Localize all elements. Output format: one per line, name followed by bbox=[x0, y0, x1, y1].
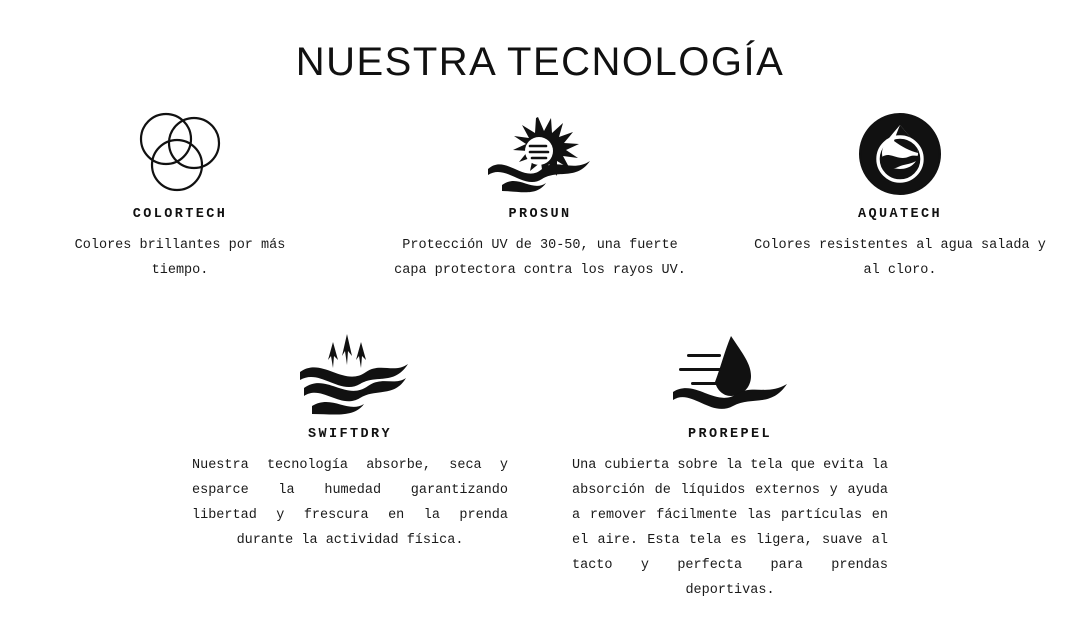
technology-name: SWIFTDRY bbox=[307, 427, 392, 442]
technology-row-bottom bbox=[0, 325, 1080, 604]
sun-over-waves-icon bbox=[480, 105, 600, 203]
technology-card-colortech bbox=[0, 105, 360, 284]
water-drop-in-circle-icon bbox=[854, 105, 946, 203]
technology-name: PROSUN bbox=[508, 207, 572, 222]
three-overlapping-circles-icon bbox=[130, 105, 230, 203]
waves-with-arrows-icon bbox=[290, 325, 410, 423]
technology-description: Colores resistentes al agua salada y al cloro. bbox=[754, 238, 1046, 278]
technology-card-aquatech bbox=[720, 105, 1080, 284]
technology-card-prosun bbox=[360, 105, 720, 284]
technology-card-prorepel bbox=[550, 325, 910, 604]
technology-name: AQUATECH bbox=[857, 207, 942, 222]
technology-name: PROREPEL bbox=[687, 427, 772, 442]
technology-row-top bbox=[0, 105, 1080, 284]
page-title: NUESTRA TECNOLOGÍA bbox=[295, 40, 785, 84]
technology-card-swiftdry bbox=[170, 325, 530, 554]
technology-description: Protección UV de 30-50, una fuerte capa protectora contra los rayos UV. bbox=[394, 238, 686, 278]
technology-name: COLORTECH bbox=[132, 207, 228, 222]
technology-description: Nuestra tecnología absorbe, seca y esparce la humedad garantizando libertad y frescura en la prenda durante la actividad física. bbox=[192, 458, 508, 548]
technology-description: Una cubierta sobre la tela que evita la absorción de líquidos externos y ayuda a remover fácilmente las partículas en el aire. Esta tela es ligera, suave al tacto y perfecta para prendas deportivas. bbox=[572, 458, 888, 598]
technology-description: Colores brillantes por más tiempo. bbox=[74, 238, 286, 278]
droplet-repel-wave-icon bbox=[665, 325, 795, 423]
